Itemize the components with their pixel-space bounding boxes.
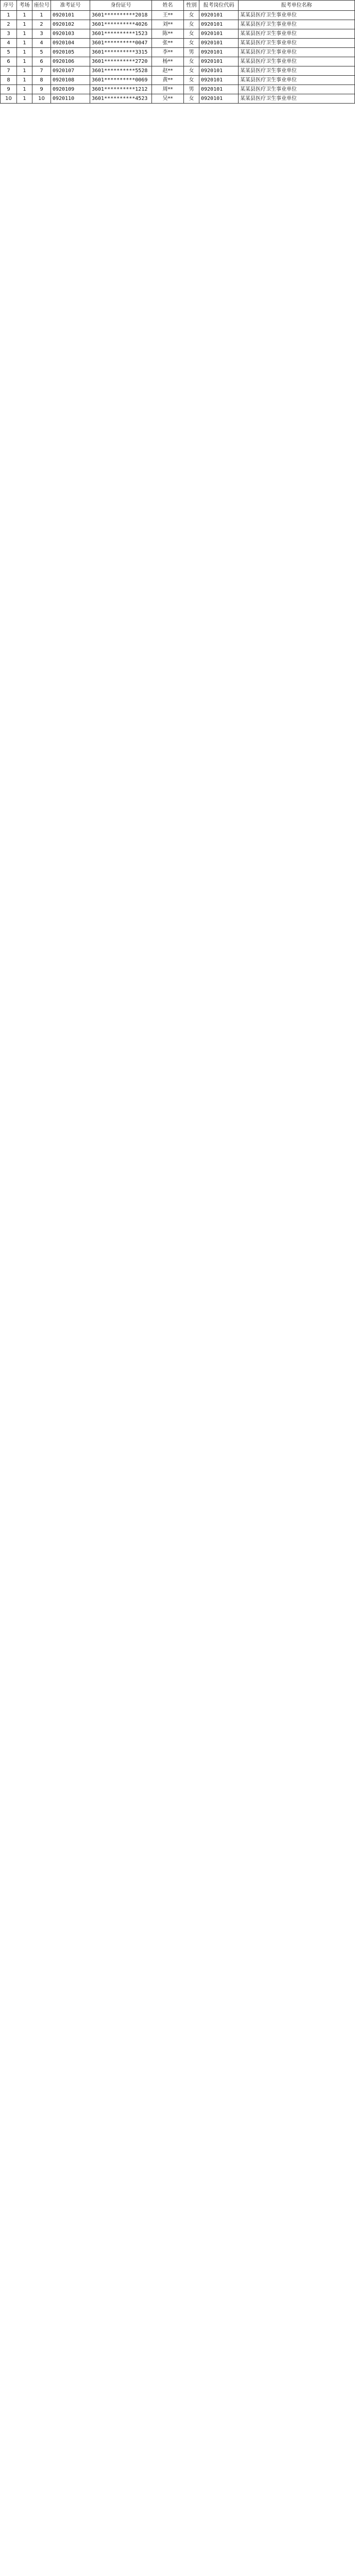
cell-seat: 5: [32, 48, 51, 57]
cell-exam-no: 0920108: [51, 76, 90, 85]
cell-index: 7: [1, 66, 17, 76]
table-body: [1, 11, 355, 104]
cell-gender: 男: [184, 85, 199, 94]
cell-exam-no: 0920102: [51, 20, 90, 29]
cell-seat: 9: [32, 85, 51, 94]
cell-room: 1: [17, 66, 32, 76]
cell-unit: 某某县医疗卫生事业单位: [239, 39, 355, 48]
cell-id-no: 3601**********0069: [90, 76, 152, 85]
cell-name: 刘**: [152, 20, 184, 29]
table-row: [1, 11, 355, 20]
cell-seat: 10: [32, 94, 51, 104]
cell-exam-no: 0920105: [51, 48, 90, 57]
cell-index: 8: [1, 76, 17, 85]
cell-index: 1: [1, 11, 17, 20]
cell-seat: 3: [32, 29, 51, 39]
cell-name: 李**: [152, 48, 184, 57]
cell-id-no: 3601**********1523: [90, 29, 152, 39]
cell-id-no: 3601**********4026: [90, 20, 152, 29]
cell-name: 黄**: [152, 76, 184, 85]
cell-position-code: 0920101: [199, 11, 239, 20]
cell-unit: 某某县医疗卫生事业单位: [239, 20, 355, 29]
table-row: [1, 76, 355, 85]
cell-seat: 4: [32, 39, 51, 48]
cell-id-no: 3601**********5528: [90, 66, 152, 76]
cell-gender: 女: [184, 29, 199, 39]
table-row: [1, 29, 355, 39]
cell-position-code: 0920101: [199, 39, 239, 48]
header-seat: 座位号: [32, 1, 51, 11]
cell-room: 1: [17, 76, 32, 85]
cell-room: 1: [17, 85, 32, 94]
table-row: [1, 85, 355, 94]
header-row: [1, 1, 355, 11]
table-row: [1, 39, 355, 48]
header-index: 序号: [1, 1, 17, 11]
cell-position-code: 0920101: [199, 94, 239, 104]
cell-gender: 女: [184, 39, 199, 48]
header-id-no: 身份证号: [90, 1, 152, 11]
cell-name: 吴**: [152, 94, 184, 104]
cell-name: 杨**: [152, 57, 184, 66]
cell-id-no: 3601**********3315: [90, 48, 152, 57]
cell-index: 4: [1, 39, 17, 48]
cell-seat: 2: [32, 20, 51, 29]
cell-room: 1: [17, 94, 32, 104]
table-row: [1, 94, 355, 104]
cell-unit: 某某县医疗卫生事业单位: [239, 57, 355, 66]
cell-gender: 女: [184, 76, 199, 85]
cell-name: 张**: [152, 39, 184, 48]
cell-id-no: 3601**********0047: [90, 39, 152, 48]
cell-gender: 男: [184, 48, 199, 57]
cell-unit: 某某县医疗卫生事业单位: [239, 66, 355, 76]
cell-seat: 1: [32, 11, 51, 20]
cell-unit: 某某县医疗卫生事业单位: [239, 48, 355, 57]
cell-unit: 某某县医疗卫生事业单位: [239, 29, 355, 39]
cell-exam-no: 0920104: [51, 39, 90, 48]
table-row: [1, 48, 355, 57]
cell-gender: 女: [184, 20, 199, 29]
cell-name: 陈**: [152, 29, 184, 39]
cell-room: 1: [17, 48, 32, 57]
roster-table: [0, 0, 355, 104]
header-gender: 性别: [184, 1, 199, 11]
cell-exam-no: 0920106: [51, 57, 90, 66]
cell-gender: 女: [184, 66, 199, 76]
cell-id-no: 3601**********4523: [90, 94, 152, 104]
cell-gender: 女: [184, 57, 199, 66]
header-room: 考场: [17, 1, 32, 11]
cell-unit: 某某县医疗卫生事业单位: [239, 85, 355, 94]
cell-gender: 女: [184, 94, 199, 104]
cell-index: 6: [1, 57, 17, 66]
cell-room: 1: [17, 20, 32, 29]
cell-position-code: 0920101: [199, 66, 239, 76]
cell-position-code: 0920101: [199, 48, 239, 57]
cell-exam-no: 0920107: [51, 66, 90, 76]
cell-exam-no: 0920101: [51, 11, 90, 20]
cell-exam-no: 0920103: [51, 29, 90, 39]
cell-unit: 某某县医疗卫生事业单位: [239, 76, 355, 85]
cell-id-no: 3601**********2018: [90, 11, 152, 20]
header-unit: 报考单位名称: [239, 1, 355, 11]
table-row: [1, 20, 355, 29]
cell-unit: 某某县医疗卫生事业单位: [239, 11, 355, 20]
cell-room: 1: [17, 11, 32, 20]
cell-id-no: 3601**********1212: [90, 85, 152, 94]
cell-name: 赵**: [152, 66, 184, 76]
cell-position-code: 0920101: [199, 57, 239, 66]
cell-room: 1: [17, 29, 32, 39]
cell-position-code: 0920101: [199, 76, 239, 85]
cell-index: 9: [1, 85, 17, 94]
cell-room: 1: [17, 39, 32, 48]
header-exam-no: 准考证号: [51, 1, 90, 11]
cell-name: 周**: [152, 85, 184, 94]
cell-index: 5: [1, 48, 17, 57]
header-name: 姓名: [152, 1, 184, 11]
table-row: [1, 66, 355, 76]
cell-position-code: 0920101: [199, 20, 239, 29]
spreadsheet: [0, 0, 354, 104]
cell-exam-no: 0920109: [51, 85, 90, 94]
header-position-code: 报考岗位代码: [199, 1, 239, 11]
table-row: [1, 57, 355, 66]
cell-id-no: 3601**********2720: [90, 57, 152, 66]
cell-position-code: 0920101: [199, 29, 239, 39]
cell-index: 10: [1, 94, 17, 104]
cell-index: 2: [1, 20, 17, 29]
cell-exam-no: 0920110: [51, 94, 90, 104]
cell-index: 3: [1, 29, 17, 39]
cell-position-code: 0920101: [199, 85, 239, 94]
cell-seat: 7: [32, 66, 51, 76]
cell-room: 1: [17, 57, 32, 66]
cell-name: 王**: [152, 11, 184, 20]
cell-seat: 8: [32, 76, 51, 85]
cell-unit: 某某县医疗卫生事业单位: [239, 94, 355, 104]
cell-gender: 女: [184, 11, 199, 20]
cell-seat: 6: [32, 57, 51, 66]
